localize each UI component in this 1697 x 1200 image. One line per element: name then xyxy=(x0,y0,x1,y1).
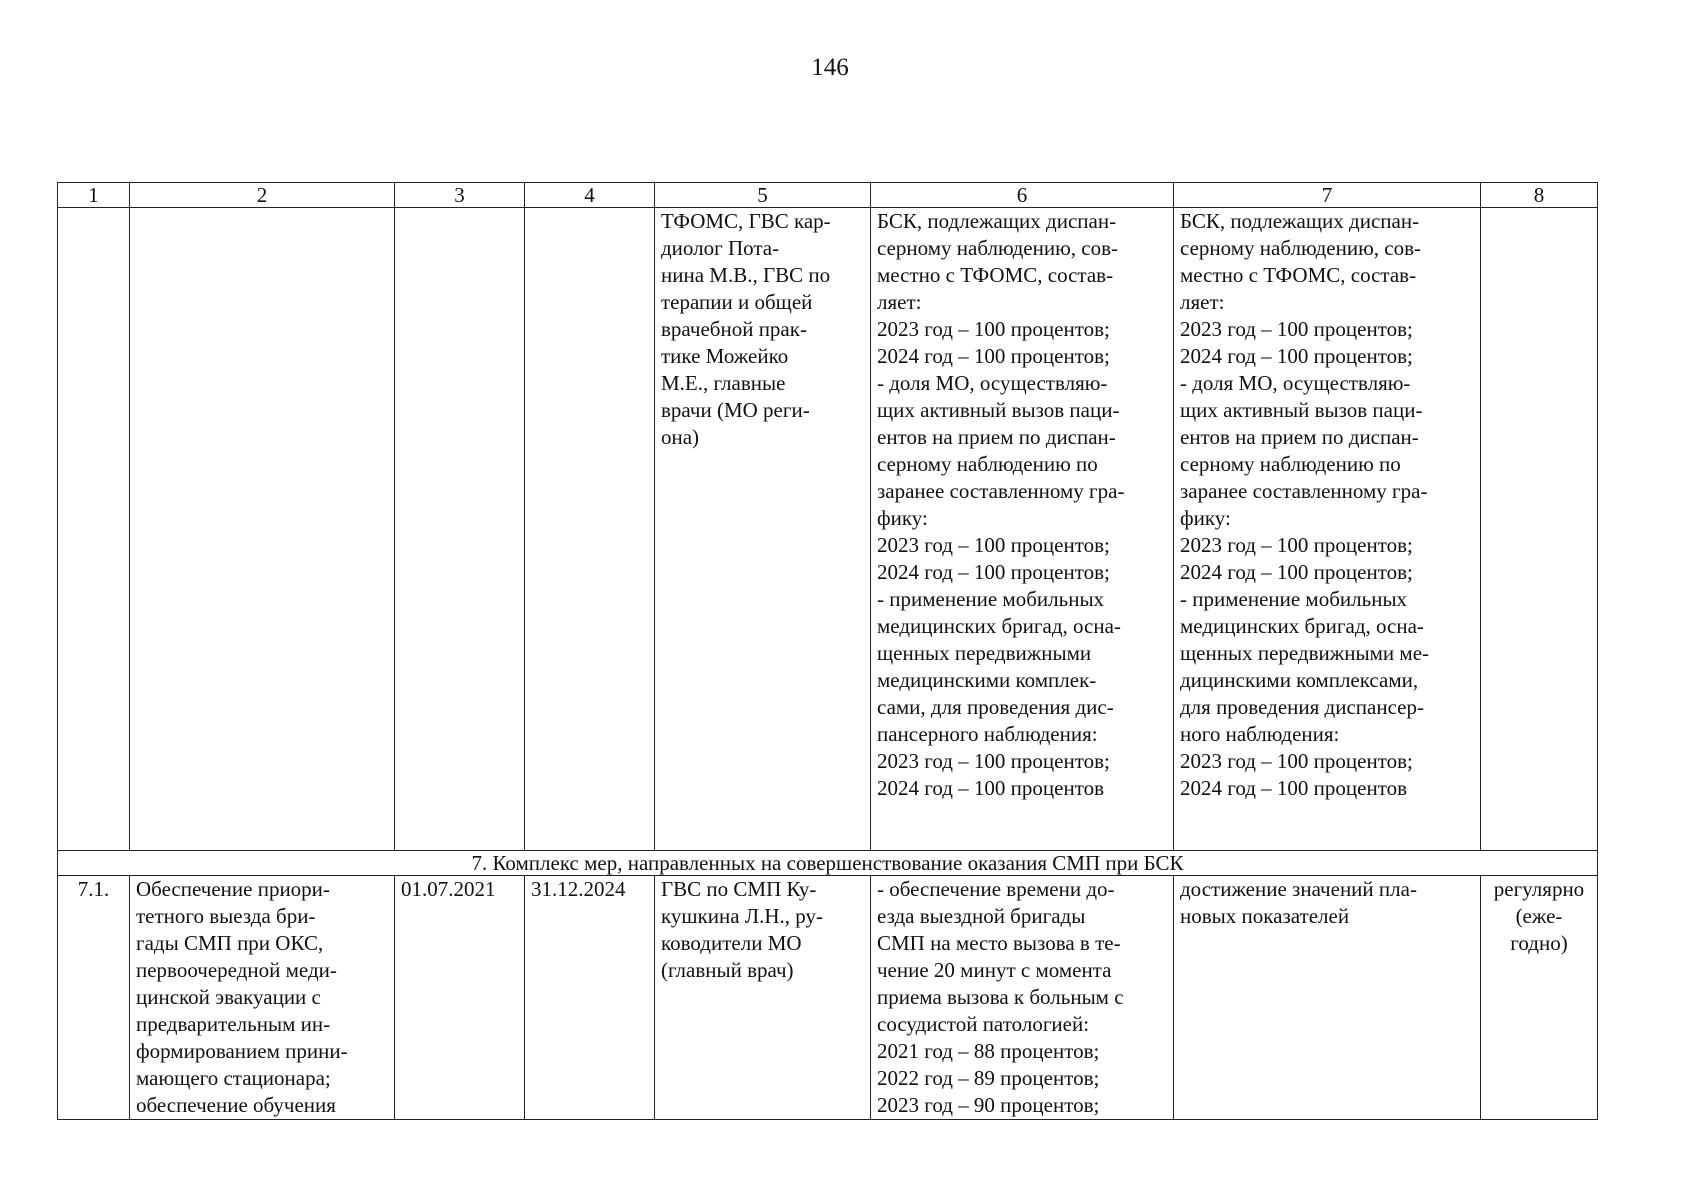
measures-table xyxy=(57,182,1598,1120)
cell-text-line: 2022 год – 89 процентов; xyxy=(877,1066,1100,1090)
cell-text-line: нина М.В., ГВС по xyxy=(661,263,831,287)
cell-text-line: ГВС по СМП Ку- xyxy=(661,877,817,901)
cell-71-measure xyxy=(130,876,395,1120)
cell-text-line: медицинских бригад, осна- xyxy=(1180,614,1424,638)
cell-text-line: фику: xyxy=(877,506,928,530)
cell-text-line: - применение мобильных xyxy=(877,587,1105,611)
cell-text-line: серному наблюдению, сов- xyxy=(1180,236,1421,260)
cell-text-line: серному наблюдению по xyxy=(877,452,1098,476)
cell-text-line: - обеспечение времени до- xyxy=(877,877,1115,901)
cell-text-line: заранее составленному гра- xyxy=(877,479,1125,503)
cell-71-number: 7.1. xyxy=(58,876,130,1120)
cell-text-line: гады СМП при ОКС, xyxy=(136,931,324,955)
cell-71-end-date: 31.12.2024 xyxy=(525,876,655,1120)
cell-text-line: (еже- xyxy=(1515,904,1563,928)
cell-text-line: 2024 год – 100 процентов; xyxy=(877,560,1110,584)
cell-text-line: ководители МО xyxy=(661,931,802,955)
cell-text-line: 2024 год – 100 процентов xyxy=(877,776,1105,800)
cell-text-line: ляет: xyxy=(877,290,922,314)
cell-cont-responsible xyxy=(655,208,871,851)
cell-text-line: ного наблюдения: xyxy=(1180,722,1340,746)
cell-text-line: 2023 год – 100 процентов; xyxy=(877,317,1110,341)
cell-text-line: достижение значений пла- xyxy=(1180,877,1417,901)
section-row xyxy=(58,851,1598,876)
cell-text-line: она) xyxy=(661,425,700,449)
cell-text-line: фику: xyxy=(1180,506,1231,530)
cell-text-line: дицинскими комплексами, xyxy=(1180,668,1419,692)
cell-text-line: местно с ТФОМС, состав- xyxy=(1180,263,1417,287)
cell-text-line: медицинскими комплек- xyxy=(877,668,1097,692)
cell-text-line: щенных передвижными xyxy=(877,641,1092,665)
cell-71-frequency xyxy=(1481,876,1598,1120)
cell-text-line: заранее составленному гра- xyxy=(1180,479,1428,503)
cell-text-line: пансерного наблюдения: xyxy=(877,722,1098,746)
cell-71-start-date: 01.07.2021 xyxy=(395,876,525,1120)
cell-text-line: регулярно xyxy=(1493,877,1585,901)
cell-text-line: формированием прини- xyxy=(136,1039,348,1063)
cell-71-indicators xyxy=(871,876,1174,1120)
cell-text-line: цинской эвакуации с xyxy=(136,985,321,1009)
cell-cont-col2 xyxy=(130,208,395,851)
cell-text-line: ентов на прием по диспан- xyxy=(1180,425,1419,449)
cell-text-line: 2021 год – 88 процентов; xyxy=(877,1039,1100,1063)
cell-text-line: приема вызова к больным с xyxy=(877,985,1124,1009)
cell-text-line: чение 20 минут с момента xyxy=(877,958,1112,982)
cell-text-line: БСК, подлежащих диспан- xyxy=(1180,209,1420,233)
cell-text-line: ляет: xyxy=(1180,290,1225,314)
cell-text-line: 2023 год – 100 процентов; xyxy=(1180,533,1413,557)
header-col-5: 5 xyxy=(655,183,871,208)
cell-text-line: тике Можейко xyxy=(661,344,789,368)
cell-text-line: щих активный вызов паци- xyxy=(1180,398,1423,422)
cell-text-line: серному наблюдению по xyxy=(1180,452,1401,476)
cell-cont-results xyxy=(1174,208,1481,851)
cell-text-line: для проведения диспансер- xyxy=(1180,695,1424,719)
cell-text-line: БСК, подлежащих диспан- xyxy=(877,209,1117,233)
cell-text-line: щих активный вызов паци- xyxy=(877,398,1120,422)
cell-cont-col8 xyxy=(1481,208,1598,851)
cell-text-line: сами, для проведения дис- xyxy=(877,695,1114,719)
cell-cont-col3 xyxy=(395,208,525,851)
cell-text-line: врачебной прак- xyxy=(661,317,807,341)
cell-cont-col4 xyxy=(525,208,655,851)
cell-text-line: местно с ТФОМС, состав- xyxy=(877,263,1114,287)
header-col-8: 8 xyxy=(1481,183,1598,208)
cell-text-line: 2024 год – 100 процентов xyxy=(1180,776,1408,800)
header-col-1: 1 xyxy=(58,183,130,208)
page-number: 146 xyxy=(811,54,849,81)
cell-text-line: кушкина Л.Н., ру- xyxy=(661,904,823,928)
cell-text-line: 2023 год – 100 процентов; xyxy=(1180,749,1413,773)
cell-text-line: новых показателей xyxy=(1180,904,1350,928)
cell-text-line: - доля МО, осуществляю- xyxy=(1180,371,1411,395)
cell-text-line: тетного выезда бри- xyxy=(136,904,316,928)
cell-text-line: ТФОМС, ГВС кар- xyxy=(661,209,831,233)
cell-cont-indicators xyxy=(871,208,1174,851)
cell-text-line: мающего стационара; xyxy=(136,1066,331,1090)
header-col-3: 3 xyxy=(395,183,525,208)
cell-text-line: предварительным ин- xyxy=(136,1012,331,1036)
cell-text-line: 2024 год – 100 процентов; xyxy=(1180,560,1413,584)
table-row-continued xyxy=(58,208,1598,851)
cell-text-line: годно) xyxy=(1510,931,1568,955)
cell-text-line: езда выездной бригады xyxy=(877,904,1086,928)
cell-text-line: Обеспечение приори- xyxy=(136,877,330,901)
cell-text-line: 2023 год – 100 процентов; xyxy=(877,749,1110,773)
cell-text-line: 2023 год – 90 процентов; xyxy=(877,1093,1100,1117)
cell-text-line: обеспечение обучения xyxy=(136,1093,336,1117)
cell-text-line: сосудистой патологией: xyxy=(877,1012,1090,1036)
cell-text-line: серному наблюдению, сов- xyxy=(877,236,1118,260)
header-col-4: 4 xyxy=(525,183,655,208)
cell-text-line: диолог Пота- xyxy=(661,236,780,260)
cell-text-line: щенных передвижными ме- xyxy=(1180,641,1430,665)
cell-text-line: 2024 год – 100 процентов; xyxy=(1180,344,1413,368)
cell-text-line: М.Е., главные xyxy=(661,371,786,395)
cell-text-line: СМП на место вызова в те- xyxy=(877,931,1121,955)
header-row xyxy=(58,183,1598,208)
header-col-7: 7 xyxy=(1174,183,1481,208)
cell-text-line: - доля МО, осуществляю- xyxy=(877,371,1108,395)
cell-text-line: терапии и общей xyxy=(661,290,813,314)
cell-text-line: первоочередной меди- xyxy=(136,958,337,982)
cell-71-results xyxy=(1174,876,1481,1120)
section-title: 7. Комплекс мер, направленных на совершенствование оказания СМП при БСК xyxy=(58,851,1598,876)
cell-text-line: 2024 год – 100 процентов; xyxy=(877,344,1110,368)
table-row-7-1 xyxy=(58,876,1598,1120)
cell-71-responsible xyxy=(655,876,871,1120)
header-col-6: 6 xyxy=(871,183,1174,208)
cell-cont-col1 xyxy=(58,208,130,851)
cell-text-line: 2023 год – 100 процентов; xyxy=(877,533,1110,557)
cell-text-line: - применение мобильных xyxy=(1180,587,1408,611)
header-col-2: 2 xyxy=(130,183,395,208)
cell-text-line: врачи (МО реги- xyxy=(661,398,810,422)
cell-text-line: ентов на прием по диспан- xyxy=(877,425,1116,449)
cell-text-line: 2023 год – 100 процентов; xyxy=(1180,317,1413,341)
cell-text-line: (главный врач) xyxy=(661,958,794,982)
cell-text-line: медицинских бригад, осна- xyxy=(877,614,1121,638)
